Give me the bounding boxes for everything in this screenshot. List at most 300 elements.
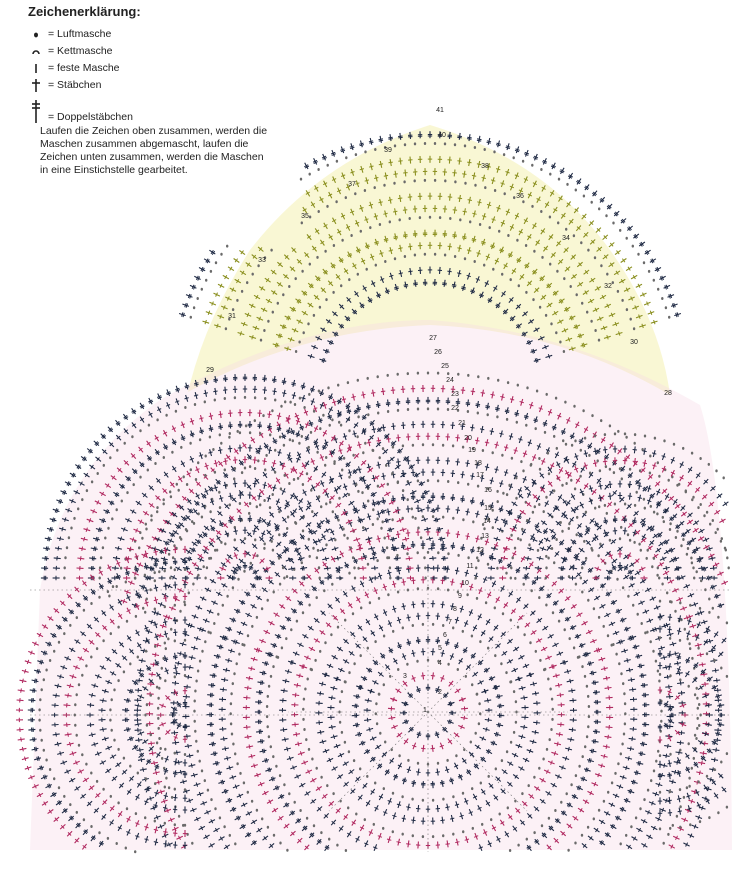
chain-stitch [117, 679, 119, 682]
chain-stitch [377, 412, 379, 415]
chain-stitch [614, 432, 616, 435]
chain-stitch [256, 554, 258, 557]
chain-stitch [619, 229, 621, 232]
chain-stitch [517, 844, 519, 847]
chain-stitch [77, 507, 79, 510]
chain-stitch [594, 329, 596, 332]
chain-stitch [708, 598, 710, 601]
chain-stitch [224, 542, 226, 545]
chain-stitch [297, 477, 299, 480]
chain-stitch [194, 700, 196, 703]
chain-stitch [146, 724, 148, 727]
chain-stitch [467, 374, 469, 377]
chain-stitch [447, 480, 449, 483]
chain-stitch [549, 263, 551, 266]
treble-stitch [28, 698, 35, 703]
chain-stitch [154, 608, 156, 611]
chain-stitch [141, 537, 143, 540]
chain-stitch [98, 831, 100, 834]
chain-stitch [109, 456, 111, 459]
chain-stitch [522, 469, 524, 472]
treble-stitch [668, 294, 675, 299]
chain-stitch [386, 546, 388, 549]
chain-stitch [203, 565, 205, 568]
chain-stitch [278, 533, 280, 536]
treble-stitch [350, 143, 355, 150]
chain-stitch [308, 748, 310, 751]
chain-stitch [194, 403, 196, 406]
chain-stitch [414, 254, 416, 257]
chain-stitch [383, 184, 385, 187]
chain-stitch [184, 406, 186, 409]
chain-stitch [334, 538, 336, 541]
chain-stitch [287, 516, 289, 519]
chain-stitch [169, 577, 171, 580]
double-crochet-icon [28, 78, 44, 92]
treble-stitch [506, 143, 511, 150]
chain-stitch [205, 279, 207, 282]
chain-stitch [391, 472, 393, 475]
chain-stitch [184, 674, 186, 677]
chain-stitch [269, 433, 271, 436]
chain-stitch [207, 631, 209, 634]
chain-stitch [658, 680, 660, 683]
chain-stitch [624, 722, 626, 725]
chain-stitch [215, 261, 217, 264]
chain-stitch [624, 503, 626, 506]
chain-stitch [232, 743, 234, 746]
chain-stitch [669, 600, 671, 603]
chain-stitch [336, 844, 338, 847]
chain-stitch [201, 769, 203, 772]
chain-stitch [594, 435, 596, 438]
chain-stitch [497, 500, 499, 503]
chain-stitch [260, 339, 262, 342]
chain-stitch [212, 448, 214, 451]
chain-stitch [407, 372, 409, 375]
chain-stitch [581, 566, 583, 569]
chain-stitch [184, 568, 186, 571]
chain-stitch [319, 577, 321, 580]
chain-stitch [378, 693, 380, 696]
chain-stitch [348, 429, 350, 432]
chain-stitch [385, 464, 387, 467]
chain-stitch [254, 467, 256, 470]
chain-stitch [236, 662, 238, 665]
double-stitch [234, 259, 240, 263]
treble-stitch [190, 285, 196, 290]
chain-stitch [478, 702, 480, 705]
chain-stitch [263, 547, 265, 550]
chain-stitch [366, 268, 368, 271]
chain-stitch [220, 541, 222, 544]
chain-stitch [402, 833, 404, 836]
chain-stitch [123, 757, 125, 760]
chain-stitch [723, 476, 725, 479]
treble-stitch [209, 250, 215, 255]
chain-stitch [496, 567, 498, 570]
chain-stitch [571, 444, 573, 447]
treble-stitch [515, 147, 520, 154]
chain-stitch [97, 472, 99, 475]
chain-stitch [549, 173, 551, 176]
chain-stitch [560, 521, 562, 524]
chain-stitch [238, 653, 240, 656]
chain-stitch [288, 792, 290, 795]
chain-stitch [156, 686, 158, 689]
chain-stitch [379, 223, 381, 226]
chain-stitch [302, 718, 304, 721]
chain-stitch [549, 688, 551, 691]
chain-stitch [686, 553, 688, 556]
chain-stitch [696, 687, 698, 690]
chain-stitch [522, 200, 524, 203]
chain-stitch [342, 528, 344, 531]
chain-stitch [676, 815, 678, 818]
chain-stitch [322, 414, 324, 417]
chain-stitch [344, 619, 346, 622]
chain-stitch [565, 228, 567, 231]
chain-stitch [581, 665, 583, 668]
chain-stitch [668, 316, 670, 319]
chain-stitch [544, 431, 546, 434]
treble-stitch [359, 141, 364, 148]
treble-stitch [655, 267, 661, 272]
chain-stitch [376, 722, 378, 725]
chain-stitch [675, 536, 677, 539]
chain-stitch [229, 432, 231, 435]
chain-stitch [516, 239, 518, 242]
chain-stitch [170, 495, 172, 498]
chain-stitch [69, 803, 71, 806]
chain-stitch [696, 727, 698, 730]
chain-stitch [647, 789, 649, 792]
chain-stitch [340, 284, 342, 287]
chain-stitch [168, 786, 170, 789]
chain-stitch [565, 482, 567, 485]
round-number: 34 [562, 235, 570, 242]
chain-stitch [320, 505, 322, 508]
double-stitch [640, 293, 646, 297]
treble-stitch [659, 276, 665, 281]
chain-stitch [206, 566, 208, 569]
chain-stitch [609, 468, 611, 471]
chain-stitch [312, 547, 314, 550]
chain-stitch [493, 150, 495, 153]
chain-stitch [679, 749, 681, 752]
treble-stitch [148, 398, 153, 404]
chain-stitch [156, 418, 158, 421]
chain-stitch [660, 710, 662, 713]
chain-stitch [286, 527, 288, 530]
chain-stitch [472, 827, 474, 830]
round-number: 10 [461, 580, 469, 587]
chain-stitch [344, 741, 346, 744]
chain-stitch [125, 847, 127, 850]
chain-stitch [551, 718, 553, 721]
chain-stitch [246, 281, 248, 284]
treble-stitch [627, 226, 632, 231]
chain-stitch [416, 660, 418, 663]
chain-stitch [685, 489, 687, 492]
chain-stitch [479, 223, 481, 226]
chain-stitch [686, 786, 688, 789]
chain-stitch [656, 512, 658, 515]
double-stitch [596, 228, 601, 233]
chain-stitch [706, 511, 708, 514]
chain-stitch [382, 447, 384, 450]
chain-stitch [580, 449, 582, 452]
chain-stitch [508, 484, 510, 487]
chain-stitch [83, 609, 85, 612]
chain-stitch [688, 742, 690, 745]
chain-stitch [467, 483, 469, 486]
chain-stitch [90, 772, 92, 775]
chain-stitch [669, 753, 671, 756]
chain-stitch [618, 662, 620, 665]
chain-stitch [204, 474, 206, 477]
chain-stitch [362, 526, 364, 529]
chain-stitch [709, 523, 711, 526]
chain-stitch [581, 834, 583, 837]
chain-stitch [649, 472, 651, 475]
chain-stitch [434, 179, 436, 182]
treble-stitch [551, 163, 556, 169]
chain-stitch [150, 514, 152, 517]
chain-stitch [219, 506, 221, 509]
chain-stitch [392, 792, 394, 795]
chain-stitch [230, 702, 232, 705]
treble-stitch [81, 456, 87, 461]
chain-stitch [538, 457, 540, 460]
chain-stitch [427, 372, 429, 375]
chain-stitch [637, 253, 639, 256]
chain-stitch [523, 583, 525, 586]
chain-stitch [506, 418, 508, 421]
chain-stitch [135, 812, 137, 815]
chain-stitch [139, 476, 141, 479]
chain-stitch [600, 419, 602, 422]
chain-stitch [652, 650, 654, 653]
chain-stitch [364, 189, 366, 192]
chain-stitch [367, 377, 369, 380]
chain-stitch [573, 234, 575, 237]
chain-stitch [272, 311, 274, 314]
round-number: 19 [468, 447, 476, 454]
chain-stitch [663, 842, 665, 845]
chain-stitch [329, 424, 331, 427]
chain-stitch [477, 559, 479, 562]
treble-stitch [645, 250, 651, 255]
chain-stitch [267, 695, 269, 698]
chain-stitch [648, 270, 650, 273]
chain-stitch [442, 624, 444, 627]
chain-stitch [589, 472, 591, 475]
chain-stitch [412, 624, 414, 627]
chain-stitch [432, 799, 434, 802]
chain-stitch [387, 374, 389, 377]
treble-stitch [43, 546, 50, 551]
chain-stitch [674, 610, 676, 613]
chain-stitch [475, 732, 477, 735]
chain-stitch [659, 827, 661, 830]
chain-stitch [609, 539, 611, 542]
chain-stitch [117, 626, 119, 629]
treble-stitch [116, 420, 121, 425]
round-number: 15 [484, 505, 492, 512]
chain-stitch [653, 769, 655, 772]
chain-stitch [308, 538, 310, 541]
chain-stitch [116, 449, 118, 452]
chain-stitch [515, 700, 517, 703]
chain-stitch [308, 393, 310, 396]
chain-stitch [576, 533, 578, 536]
chain-stitch [515, 711, 517, 714]
chain-stitch [278, 510, 280, 513]
chain-stitch [319, 650, 321, 653]
round-number: 26 [434, 349, 442, 356]
chain-stitch [478, 722, 480, 725]
chain-stitch [541, 824, 543, 827]
chain-stitch [550, 322, 552, 325]
legend-label: = Stäbchen [48, 78, 102, 91]
chain-stitch [323, 589, 325, 592]
round-number: 37 [348, 181, 356, 188]
chain-stitch [311, 758, 313, 761]
chain-stitch [632, 604, 634, 607]
chain-stitch [326, 205, 328, 208]
chain-stitch [564, 628, 566, 631]
chain-stitch [236, 299, 238, 302]
chain-stitch [726, 621, 728, 624]
chain-stitch [531, 164, 533, 167]
chain-stitch [489, 226, 491, 229]
chain-stitch [475, 566, 477, 569]
chain-stitch [290, 628, 292, 631]
chain-stitch [158, 570, 160, 573]
legend [28, 4, 328, 177]
chain-stitch [220, 442, 222, 445]
chain-stitch [561, 484, 563, 487]
chain-stitch [111, 517, 113, 520]
chain-stitch [526, 386, 528, 389]
chain-stitch [641, 622, 643, 625]
chain-stitch [58, 786, 60, 789]
chain-stitch [367, 500, 369, 503]
chain-stitch [604, 433, 606, 436]
chain-stitch [477, 412, 479, 415]
chain-stitch [331, 418, 333, 421]
treble-stitch [157, 394, 162, 400]
chain-stitch [588, 715, 590, 718]
chain-stitch [345, 156, 347, 159]
chain-stitch [557, 221, 559, 224]
double-stitch [206, 311, 213, 315]
chain-stitch [320, 831, 322, 834]
chain-stitch [39, 729, 41, 732]
chain-stitch [174, 752, 176, 755]
chain-stitch [302, 483, 304, 486]
chain-stitch [467, 556, 469, 559]
chain-stitch [179, 610, 181, 613]
chain-stitch [102, 639, 104, 642]
round-number: 16 [484, 487, 492, 494]
chain-stitch [81, 498, 83, 501]
chain-stitch [41, 688, 43, 691]
treble-stitch [671, 303, 678, 308]
chain-stitch [199, 760, 201, 763]
chain-stitch [442, 516, 444, 519]
chain-stitch [154, 645, 156, 648]
chain-stitch [550, 728, 552, 731]
chain-stitch [367, 647, 369, 650]
chain-stitch [520, 460, 522, 463]
treble-stitch [47, 527, 54, 532]
chain-stitch [697, 506, 699, 509]
chain-stitch [366, 775, 368, 778]
chain-stitch [566, 183, 568, 186]
chain-stitch [427, 551, 429, 554]
chain-stitch [279, 774, 281, 777]
chain-stitch [90, 602, 92, 605]
chain-stitch [715, 469, 717, 472]
chain-stitch [174, 675, 176, 678]
round-number: 40 [438, 132, 446, 139]
chain-stitch [214, 399, 216, 402]
chain-stitch [603, 625, 605, 628]
chain-stitch [620, 672, 622, 675]
chain-stitch [383, 787, 385, 790]
chain-stitch [156, 506, 158, 509]
chain-stitch [566, 792, 568, 795]
chain-stitch [273, 834, 275, 837]
chain-stitch [68, 536, 70, 539]
treble-stitch [186, 294, 193, 299]
chain-stitch [462, 446, 464, 449]
chain-stitch [156, 510, 158, 513]
chain-stitch [389, 566, 391, 569]
chain-stitch [364, 442, 366, 445]
chain-stitch [76, 734, 78, 737]
chain-stitch [369, 601, 371, 604]
chain-stitch [544, 668, 546, 671]
chain-stitch [254, 419, 256, 422]
chain-stitch [580, 577, 582, 580]
chain-stitch [373, 823, 375, 826]
chain-stitch [391, 518, 393, 521]
treble-stitch [568, 173, 573, 179]
chain-stitch [523, 633, 525, 636]
chain-stitch [695, 737, 697, 740]
chain-stitch [236, 762, 238, 765]
chain-stitch [679, 678, 681, 681]
chain-stitch [422, 799, 424, 802]
chain-stitch [126, 620, 128, 623]
chain-stitch [584, 437, 586, 440]
chain-stitch [398, 754, 400, 757]
chain-stitch [113, 688, 115, 691]
chain-stitch [539, 468, 541, 471]
chain-stitch [690, 557, 692, 560]
chain-stitch [525, 424, 527, 427]
chain-stitch [621, 477, 623, 480]
chain-stitch [252, 273, 254, 276]
chain-stitch [174, 788, 176, 791]
chain-stitch [154, 820, 156, 823]
chain-stitch [178, 815, 180, 818]
chain-stitch [38, 719, 40, 722]
chain-stitch [259, 503, 261, 506]
